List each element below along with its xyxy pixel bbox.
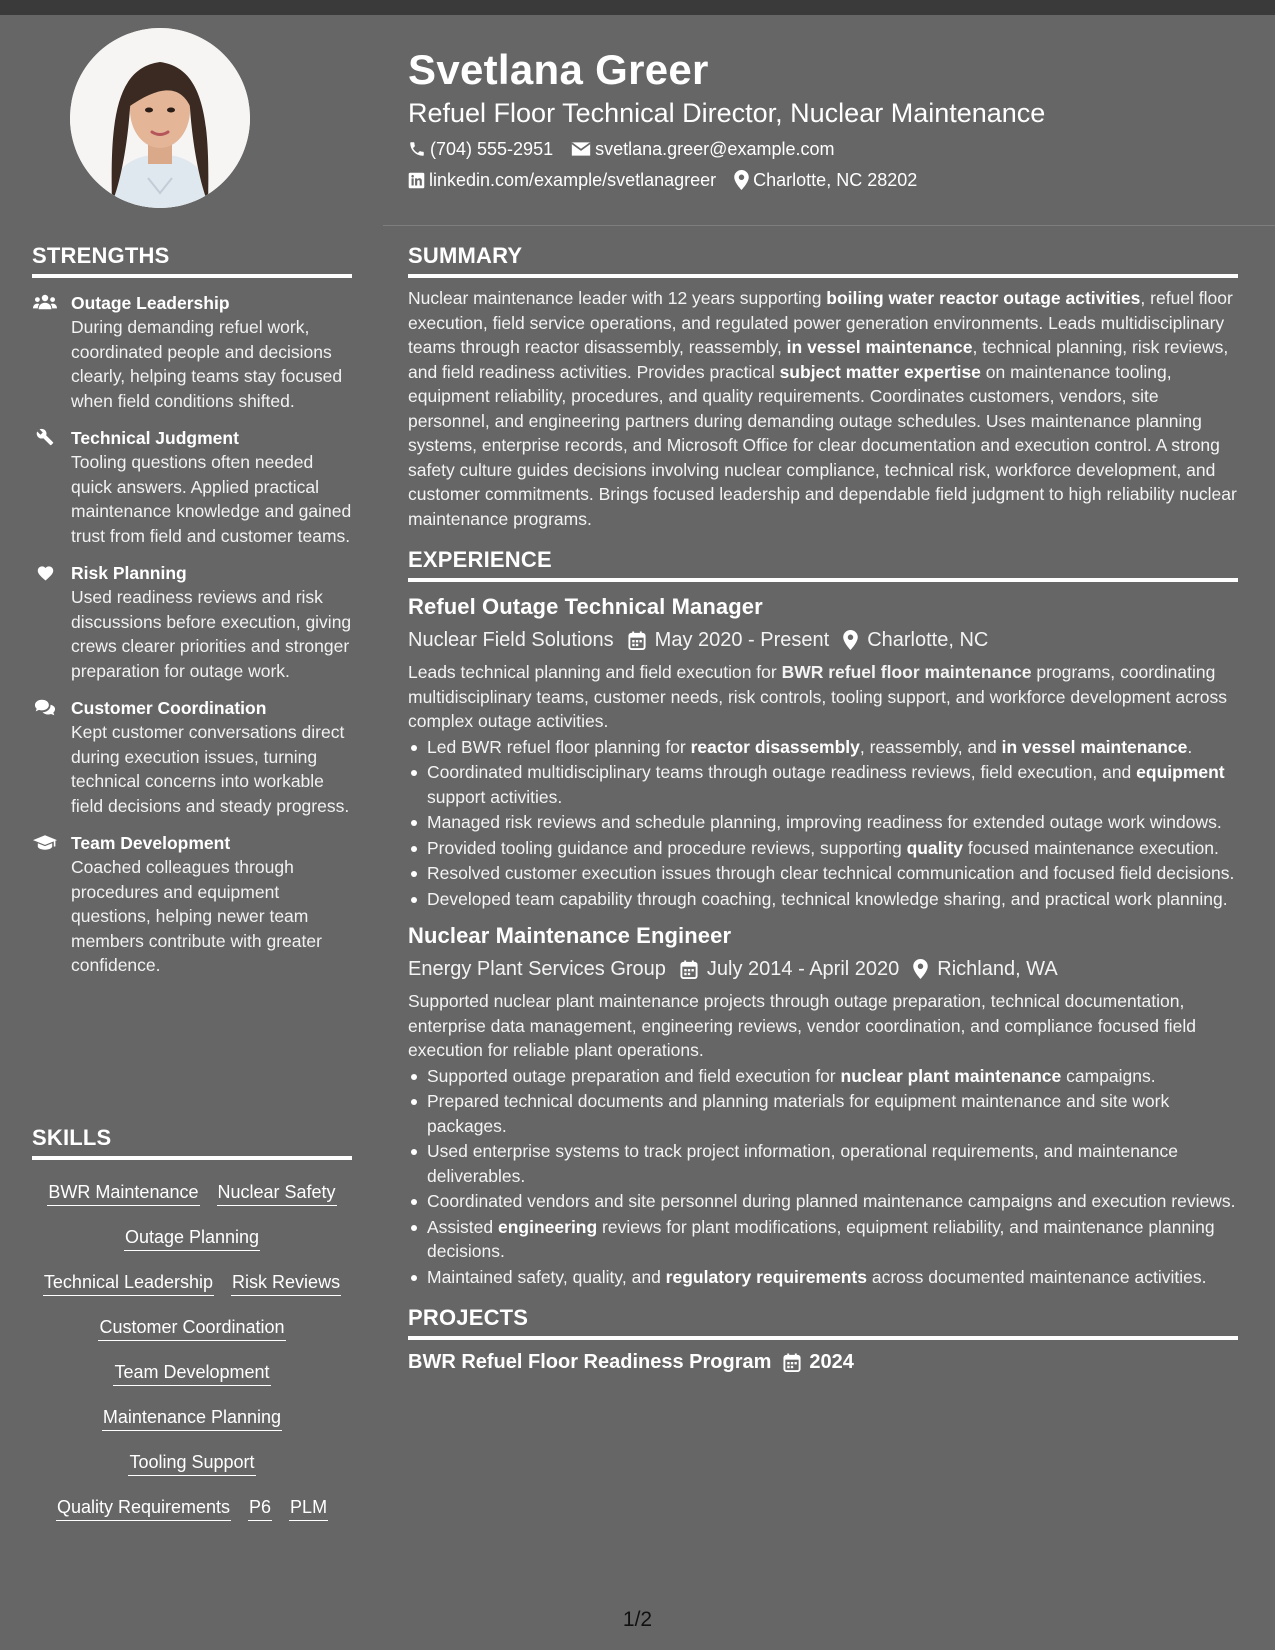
skill-row (32, 1395, 352, 1440)
bullet-item (408, 887, 1238, 912)
linkedin-contact (408, 168, 716, 192)
summary-heading: SUMMARY (408, 243, 1238, 278)
map-pin-icon (843, 630, 858, 650)
text-run: Provided tooling guidance and procedure reviews, supporting (427, 837, 907, 858)
experience-entry (408, 921, 1238, 1289)
job-dates-text: July 2014 - April 2020 (706, 958, 900, 980)
bullet-item (408, 861, 1238, 886)
bold-text: in vessel maintenance (1001, 736, 1188, 757)
experience-list (408, 592, 1238, 1289)
job-meta (408, 626, 1238, 654)
linkedin-text[interactable]: linkedin.com/example/svetlanagreer (429, 170, 717, 190)
bullet-item (408, 1064, 1238, 1089)
skill-tag: Risk Reviews (231, 1270, 341, 1296)
strength-item (32, 561, 352, 683)
skill-tag: BWR Maintenance (47, 1180, 199, 1206)
graduation-cap-icon (32, 833, 58, 851)
project-year: 2024 (809, 1351, 854, 1373)
bullet-item (408, 1089, 1238, 1138)
profile-photo (70, 28, 250, 208)
skill-tag: Team Development (113, 1360, 270, 1386)
bold-text: subject matter expertise (779, 361, 981, 382)
bullet-item (408, 760, 1238, 809)
skill-row (32, 1485, 352, 1530)
skill-row (32, 1440, 352, 1485)
summary-text (408, 286, 1238, 531)
calendar-icon (783, 1353, 801, 1372)
text-run: . (1187, 736, 1193, 757)
strength-description: Coached colleagues through procedures and equipment questions, helping newer team members contribute with greater confidence. (71, 857, 322, 975)
strength-title: Outage Leadership (71, 293, 230, 313)
skill-tag: Technical Leadership (43, 1270, 214, 1296)
skill-row (32, 1260, 352, 1305)
skill-row (32, 1215, 352, 1260)
strengths-section (32, 243, 352, 978)
skills-list (32, 1170, 352, 1530)
job-bullets (408, 1064, 1238, 1290)
bullet-item (408, 1215, 1238, 1264)
bold-text: boiling water reactor outage activities (826, 288, 1141, 308)
location-text: Charlotte, NC 28202 (753, 170, 918, 190)
candidate-name: Svetlana Greer (408, 46, 709, 93)
phone-contact (408, 137, 553, 161)
job-title: Nuclear Maintenance Engineer (408, 923, 732, 948)
location-contact (734, 168, 917, 192)
text-run: Supported outage preparation and field execution for (427, 1065, 841, 1086)
company-name: Energy Plant Services Group (408, 958, 666, 980)
strength-description: Tooling questions often needed quick answers. Applied practical maintenance knowledge and gained trust from field and customer teams. (71, 452, 352, 546)
strength-description: Used readiness reviews and risk discussions before execution, giving crews clearer priorities and stronger preparation for outage work. (71, 587, 352, 681)
main-column (408, 243, 1238, 1376)
skill-tag: P6 (248, 1495, 272, 1521)
text-run: Leads technical planning and field execution for (408, 662, 782, 682)
bold-text: quality (906, 837, 964, 858)
bold-text: nuclear plant maintenance (840, 1065, 1062, 1086)
bullet-item (408, 735, 1238, 760)
text-run: Maintained safety, quality, and (427, 1266, 666, 1287)
skill-tag: Tooling Support (128, 1450, 255, 1476)
job-location (913, 955, 1057, 983)
text-run: on maintenance tooling, equipment reliability, procedures, and quality requirements. Coordinates customers, vendors, site personnel, and engineering partners during demanding outage schedules. Uses maintenance planning systems, enterprise records, and Microsoft Office for clear documentation and execution control. A strong safety culture guides decisions involving nuclear compliance, technical risk, workforce development, and customer commitments. Brings focused leadership and dependable field judgment to high reliability nuclear maintenance programs. (408, 361, 1237, 529)
strength-item (32, 696, 352, 818)
text-run: campaigns. (1061, 1065, 1156, 1086)
bold-text: reactor disassembly (690, 736, 860, 757)
job-dates (628, 626, 830, 654)
strength-item (32, 831, 352, 978)
bold-text: regulatory requirements (665, 1266, 867, 1287)
experience-entry (408, 592, 1238, 911)
bold-text: equipment (1136, 762, 1225, 782)
calendar-icon (680, 960, 698, 979)
resume-page (0, 15, 1275, 1650)
email-contact (571, 137, 834, 161)
text-run: Supported nuclear plant maintenance projects through outage preparation, technical documentation, enterprise data management, engineering reviews, vendor coordination, and compliance focused field execution for reliable plant operations. (408, 991, 1196, 1060)
job-description (408, 989, 1238, 1063)
text-run: , refuel floor execution, field service operations, and regulated power generation environments. Leads multidisciplinary teams through reactor disassembly, reassembly, (408, 288, 1233, 357)
job-title: Refuel Outage Technical Manager (408, 594, 763, 619)
header-divider (383, 225, 1275, 226)
text-run: across documented maintenance activities. (866, 1266, 1207, 1287)
bold-text: engineering (498, 1216, 598, 1237)
job-dates (680, 955, 899, 983)
job-location-text: Richland, WA (937, 958, 1058, 980)
linkedin-icon (408, 172, 425, 189)
strength-description: During demanding refuel work, coordinated people and decisions clearly, helping teams stay focused when field conditions shifted. (71, 317, 343, 411)
experience-heading: EXPERIENCE (408, 547, 1238, 582)
text-run: reviews for plant modifications, equipment reliability, and maintenance planning decisions. (427, 1216, 1215, 1261)
strengths-heading: STRENGTHS (32, 243, 352, 278)
text-run: Prepared technical documents and planning materials for equipment maintenance and site work packages. (427, 1091, 1170, 1136)
skills-section (32, 1125, 352, 1530)
project-entry (408, 1348, 1238, 1376)
text-run: Assisted (427, 1216, 498, 1237)
top-bar (0, 0, 1275, 15)
text-run: Resolved customer execution issues through clear technical communication and focused field decisions. (427, 863, 1235, 883)
bullet-item (408, 836, 1238, 861)
bold-text: in vessel maintenance (786, 337, 973, 357)
text-run: support activities. (427, 786, 563, 807)
chat-icon (32, 698, 58, 716)
heart-icon (32, 563, 58, 581)
bullet-item (408, 1139, 1238, 1188)
job-dates-text: May 2020 - Present (654, 629, 830, 651)
phone-text[interactable]: (704) 555-2951 (430, 139, 554, 159)
projects-list (408, 1348, 1238, 1376)
text-run: Nuclear maintenance leader with 12 years supporting (408, 288, 827, 308)
text-run: Coordinated multidisciplinary teams through outage readiness reviews, field execution, and (427, 762, 1137, 782)
bullet-item (408, 1265, 1238, 1290)
strengths-list (32, 291, 352, 978)
map-pin-icon (734, 170, 749, 190)
skill-row (32, 1170, 352, 1215)
users-icon (32, 293, 58, 311)
envelope-icon (571, 141, 591, 157)
strength-title: Technical Judgment (71, 428, 239, 448)
skill-tag: Maintenance Planning (102, 1405, 282, 1431)
strength-title: Risk Planning (71, 563, 187, 583)
calendar-icon (628, 631, 646, 650)
job-meta (408, 955, 1238, 983)
skills-heading: SKILLS (32, 1125, 352, 1160)
bold-text: BWR refuel floor maintenance (781, 662, 1032, 682)
strength-title: Team Development (71, 833, 231, 853)
text-run: focused maintenance execution. (963, 837, 1219, 858)
skill-row (32, 1350, 352, 1395)
strength-title: Customer Coordination (71, 698, 267, 718)
strength-description: Kept customer conversations direct during execution issues, turning technical concerns into workable field decisions and steady progress. (71, 722, 350, 816)
skill-tag: Customer Coordination (98, 1315, 285, 1341)
bullet-item (408, 1189, 1238, 1214)
text-run: programs, coordinating multidisciplinary teams, customer needs, risk controls, tooling support, and workforce development across complex outage activities. (408, 662, 1227, 731)
projects-heading: PROJECTS (408, 1305, 1238, 1340)
job-bullets (408, 735, 1238, 912)
skill-row (32, 1305, 352, 1350)
project-title: BWR Refuel Floor Readiness Program (408, 1351, 772, 1373)
text-run: Managed risk reviews and schedule planning, improving readiness for extended outage work windows. (427, 812, 1222, 832)
text-run: , technical planning, risk reviews, and field readiness activities. Provides practical (408, 337, 1229, 382)
skill-tag: PLM (289, 1495, 328, 1521)
job-description (408, 660, 1238, 734)
strength-item (32, 291, 352, 413)
bullet-item (408, 810, 1238, 835)
skill-tag: Outage Planning (124, 1225, 260, 1251)
strength-item (32, 426, 352, 548)
wrench-icon (32, 428, 58, 446)
job-location (843, 626, 988, 654)
text-run: Developed team capability through coaching, technical knowledge sharing, and practical work planning. (427, 888, 1228, 909)
page-number: 1/2 (622, 1608, 653, 1631)
map-pin-icon (913, 959, 928, 979)
phone-icon (408, 140, 426, 158)
skill-tag: Quality Requirements (56, 1495, 231, 1521)
job-location-text: Charlotte, NC (867, 629, 989, 651)
text-run: Led BWR refuel floor planning for (427, 736, 691, 757)
candidate-title: Refuel Floor Technical Director, Nuclear Maintenance (408, 98, 1046, 128)
skill-tag: Nuclear Safety (217, 1180, 337, 1206)
resume-header (408, 45, 1238, 192)
company-name: Nuclear Field Solutions (408, 629, 614, 651)
contact-row-2 (408, 168, 1238, 192)
text-run: Used enterprise systems to track project information, operational requirements, and maintenance deliverables. (427, 1141, 1178, 1186)
text-run: , reassembly, and (859, 736, 1002, 757)
contact-row-1 (408, 137, 1238, 161)
email-text[interactable]: svetlana.greer@example.com (595, 139, 835, 159)
text-run: Coordinated vendors and site personnel during planned maintenance campaigns and execution reviews. (427, 1191, 1236, 1211)
